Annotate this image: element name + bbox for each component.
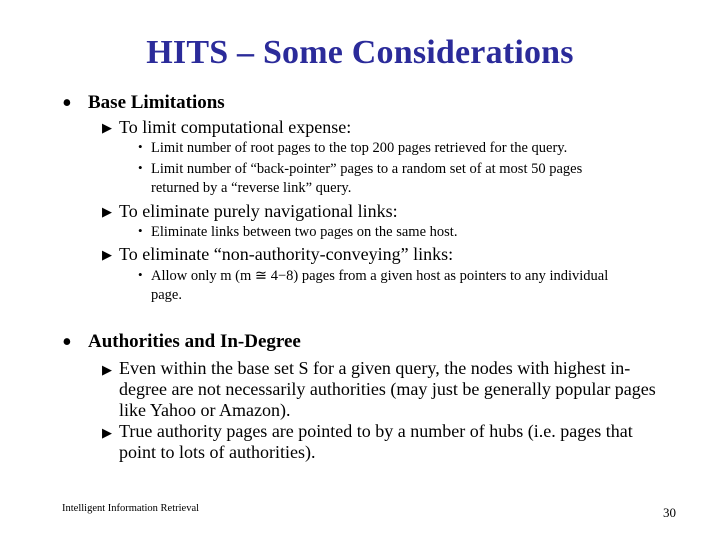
arrow-bullet-icon: ▶ xyxy=(102,425,112,440)
bullet-icon: • xyxy=(62,88,72,119)
section-heading-authorities: Authorities and In-Degree xyxy=(88,331,301,352)
arrow-bullet-icon: ▶ xyxy=(102,204,112,219)
sub-item-allow-only-m-cont: page. xyxy=(151,287,182,303)
paragraph-line: degree are not necessarily authorities (may just be generally popular pages xyxy=(119,379,656,399)
paragraph-line: True authority pages are pointed to by a number of hubs (i.e. pages that xyxy=(119,421,633,441)
sub-item-same-host: Eliminate links between two pages on the same host. xyxy=(151,224,458,240)
arrow-bullet-icon: ▶ xyxy=(102,247,112,262)
footer-course-title: Intelligent Information Retrieval xyxy=(62,503,200,514)
list-item-navigational-links: To eliminate purely navigational links: xyxy=(119,201,398,221)
bullet-icon: • xyxy=(138,139,143,154)
arrow-bullet-icon: ▶ xyxy=(102,120,112,135)
paragraph-line: Even within the base set S for a given query, the nodes with highest in- xyxy=(119,358,631,378)
arrow-bullet-icon: ▶ xyxy=(102,362,112,377)
slide-number: 30 xyxy=(663,505,676,520)
bullet-icon: • xyxy=(138,223,143,238)
paragraph-base-set xyxy=(119,358,656,421)
sub-item-allow-only-m: Allow only m (m ≅ 4−8) pages from a given host as pointers to any individual xyxy=(151,268,609,284)
bullet-icon: • xyxy=(62,327,72,358)
sub-item-back-pointer-cont: returned by a “reverse link” query. xyxy=(151,180,352,196)
bullet-icon: • xyxy=(138,160,143,175)
list-item-non-authority-links: To eliminate “non-authority-conveying” links: xyxy=(119,244,454,264)
section-heading-base-limitations: Base Limitations xyxy=(88,92,225,113)
paragraph-line: like Yahoo or Amazon). xyxy=(119,400,291,420)
sub-item-root-pages: Limit number of root pages to the top 200 pages retrieved for the query. xyxy=(151,140,568,156)
paragraph-true-authority xyxy=(119,421,633,463)
slide-title: HITS – Some Considerations xyxy=(146,34,574,71)
paragraph-line: point to lots of authorities). xyxy=(119,442,316,462)
list-item-computational-expense: To limit computational expense: xyxy=(119,117,352,137)
sub-item-back-pointer: Limit number of “back-pointer” pages to a random set of at most 50 pages xyxy=(151,161,583,177)
bullet-icon: • xyxy=(138,267,143,282)
